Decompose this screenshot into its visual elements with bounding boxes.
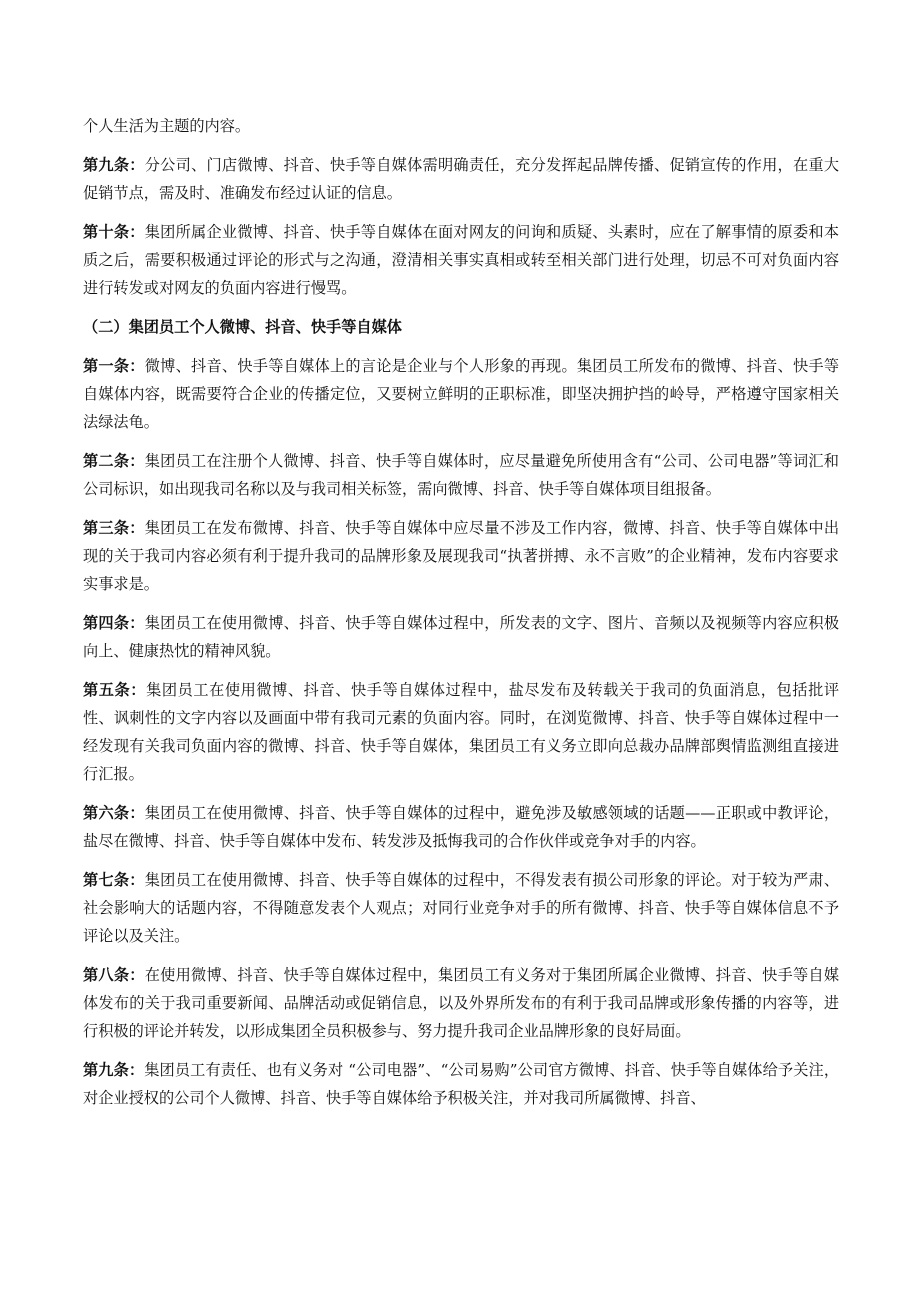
article-text: 分公司、门店微博、抖音、快手等自媒体需明确责任，充分发挥起品牌传播、促销宣传的作用，在重大促销节点，需及时、准确发布经过认证的信息。: [83, 156, 839, 202]
article-text: 集团员工在使用微博、抖音、快手等自媒体过程中，盐尽发布及转载关于我司的负面消息，包括批评性、讽刺性的文字内容以及画面中带有我司元素的负面内容。同时，在浏览微博、抖音、快手等自媒体过程中一经发现有关我司负面内容的微博、抖音、快手等自媒体，集团员工有义务立即向总裁办品牌部舆情监测组直接进行汇报。: [83, 681, 840, 783]
article-text: 集团员工有责任、也有义务对 “公司电器”、“公司易购”公司官方微博、抖音、快手等自媒体给予关注，对企业授权的公司个人微博、抖音、快手等自媒体给予积极关注，并对我司所属微博、抖音、: [83, 1061, 840, 1107]
article-text: 在使用微博、抖音、快手等自媒体过程中，集团员工有义务对于集团所属企业微博、抖音、快手等自媒体发布的关于我司重要新闻、品牌活动或促销信息，以及外界所发布的有利于我司品牌或形象传播的内容等，进行积极的评论并转发，以形成集团全员积极参与、努力提升我司企业品牌形象的良好局面。: [83, 966, 839, 1040]
article-paragraph: [83, 676, 839, 788]
article-label: 第六条：: [83, 804, 145, 822]
article-label: 第三条：: [83, 519, 145, 537]
article-label: 第九条：: [83, 156, 145, 174]
article-label: 第一条：: [83, 357, 145, 375]
article-paragraph: [83, 514, 839, 598]
article-text: 集团员工在使用微博、抖音、快手等自媒体过程中，所发表的文字、图片、音频以及视频等内容应积极向上、健康热忱的精神风貌。: [83, 614, 839, 660]
intro-paragraph: [83, 112, 839, 140]
article-paragraph: [83, 151, 839, 207]
article-text: 集团员工在使用微博、抖音、快手等自媒体的过程中，避免涉及敏感领域的话题——正职或中教评论，盐尽在微博、抖音、快手等自媒体中发布、转发涉及抵悔我司的合作伙伴或竞争对手的内容。: [83, 804, 840, 850]
article-label: 第二条：: [83, 452, 145, 470]
article-paragraph: [83, 961, 839, 1045]
article-label: 第八条：: [83, 966, 145, 984]
article-label: 第四条：: [83, 614, 145, 632]
article-paragraph: [83, 1056, 839, 1112]
article-label: 第十条：: [83, 223, 145, 241]
article-paragraph: [83, 447, 839, 503]
article-label: 第九条：: [83, 1061, 145, 1079]
article-paragraph: [83, 609, 839, 665]
article-label: 第五条：: [83, 681, 147, 699]
article-text: 集团员工在使用微博、抖音、快手等自媒体的过程中，不得发表有损公司形象的评论。对于较为严肃、社会影响大的话题内容，不得随意发表个人观点；对同行业竞争对手的所有微博、抖音、快手等自媒体信息不予评论以及关注。: [83, 871, 839, 945]
intro-text: 个人生活为主题的内容。: [83, 117, 251, 135]
article-paragraph: [83, 218, 839, 302]
article-text: 集团所属企业微博、抖音、快手等自媒体在面对网友的问询和质疑、头素时，应在了解事情的原委和本质之后，需要积极通过评论的形式与之沟通，澄清相关事实真相或转至相关部门进行处理，切忌不可对负面内容进行转发或对网友的负面内容进行慢骂。: [83, 223, 839, 297]
document-page: [83, 112, 839, 1123]
section-title: （二）集团员工个人微博、抖音、快手等自媒体: [83, 318, 402, 336]
article-label: 第七条：: [83, 871, 145, 889]
article-text: 集团员工在发布微博、抖音、快手等自媒体中应尽量不涉及工作内容，微博、抖音、快手等自媒体中出现的关于我司内容必须有利于提升我司的品牌形象及展现我司“执著拼搏、永不言败”的企业精神，发布内容要求实事求是。: [83, 519, 839, 593]
article-paragraph: [83, 799, 839, 855]
article-text: 微博、抖音、快手等自媒体上的言论是企业与个人形象的再现。集团员工所发布的微博、抖音、快手等自媒体内容，既需要符合企业的传播定位，又要树立鲜明的正职标准，即坚决拥护挡的岭导，严格遵守国家相关法绿法龟。: [83, 357, 839, 431]
article-paragraph: [83, 352, 839, 436]
article-paragraph: [83, 866, 839, 950]
article-text: 集团员工在注册个人微博、抖音、快手等自媒体时，应尽量避免所使用含有“公司、公司电器”等词汇和公司标识，如出现我司名称以及与我司相关标签，需向微博、抖音、快手等自媒体项目组报备。: [83, 452, 839, 498]
